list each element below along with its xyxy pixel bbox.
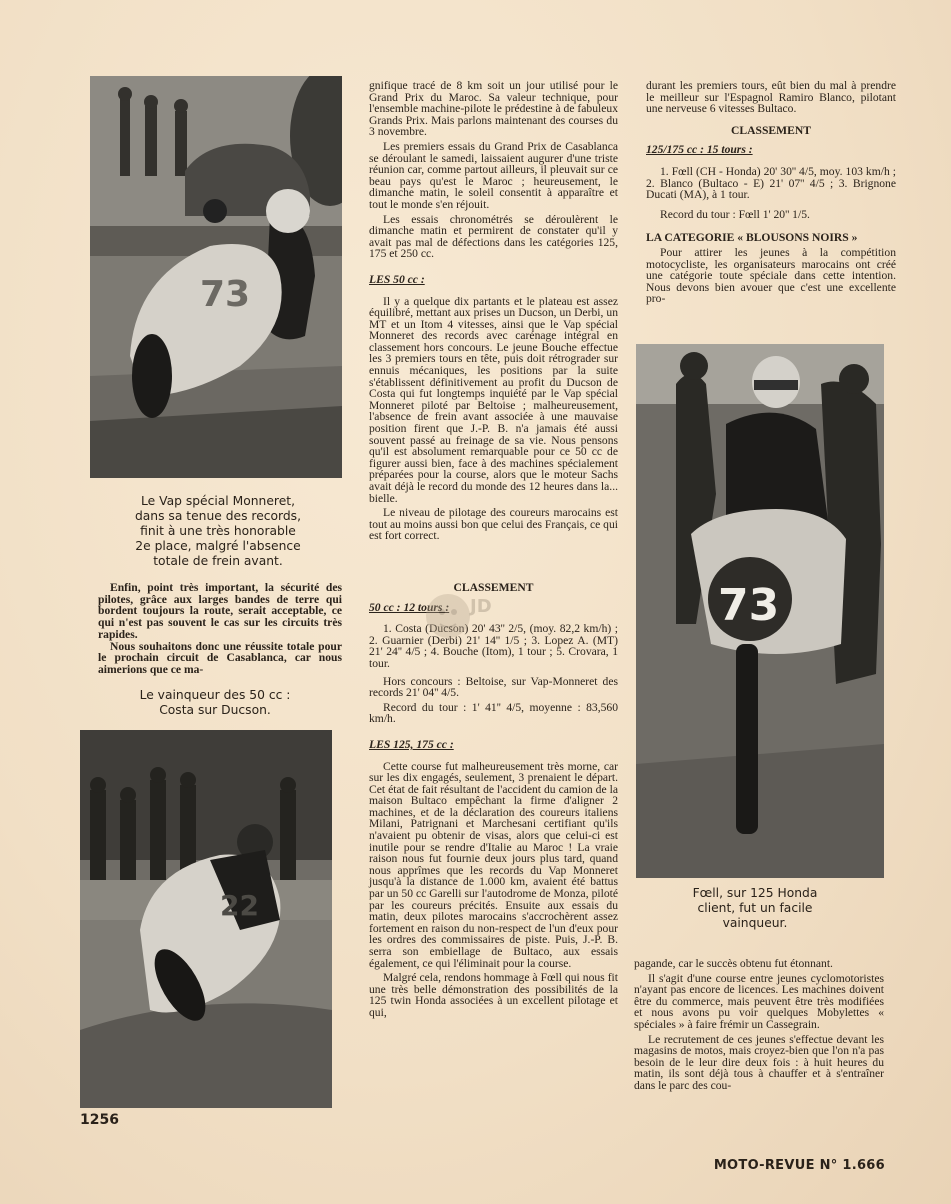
left-body-text xyxy=(98,582,342,676)
results-text: Record du tour : Fœll 1' 20'' 1/5. xyxy=(660,207,810,221)
results-text: 1. Costa (Ducson) 20' 43'' 2/5, (moy. 82,2 km/h) ; 2. Guarnier (Derbi) 21' 14'' 1/5 ; 3. Lopez A. (MT) 21' 24'' 4/5 ; 4. Bouche (Itom), 1 tour ; 5. Crovara, 1 tour. xyxy=(369,622,618,670)
photo-foell-honda xyxy=(636,344,884,878)
paragraph: durant les premiers tours, eût bien du mal à prendre le meilleur sur l'Espagnol Ramiro Blanco, pilotant une nerveuse 6 vitesses Bultaco. xyxy=(646,79,896,116)
paragraph: gnifique tracé de 8 km soit un jour utilisé pour le Grand Prix du Maroc. Sa valeur technique, pour l'ensemble machine-pilote le prédestine à de fabuleux Grands Prix. Mais parlons maintenant des courses du 3 novembre. xyxy=(369,79,618,139)
category-heading: LA CATEGORIE « BLOUSONS NOIRS » xyxy=(646,231,858,245)
caption-line: Costa sur Ducson. xyxy=(159,703,271,717)
paragraph: Nous souhaitons donc une réussite totale pour le prochain circuit de Casablanca, car nous aimerions que ce ma- xyxy=(98,639,342,676)
section-heading-50cc: LES 50 cc : xyxy=(369,272,425,286)
paragraph: Le recrutement de ces jeunes s'effectue devant les magasins de motos, mais croyez-bien que l'on n'a pas besoin de le leur dire deux fois : à huit heures du matin, ils sont déjà tous à chauffer et à s'entraîner dans le parc des cou- xyxy=(634,1032,884,1092)
paragraph: Les premiers essais du Grand Prix de Casablanca se déroulant le samedi, laissaient augurer d'une triste réunion car, comme partout ailleurs, il pleuvait sur ce beau pays qu'est le Maroc ; heureusement, le dimanche matin, le soleil consentit à apparaître et tout le monde s'en réjouit. xyxy=(369,139,618,211)
page-number: 1256 xyxy=(80,1112,119,1128)
photo1-race-number: 73 xyxy=(200,274,251,315)
caption-vap-line: 2e place, malgré l'absence xyxy=(135,539,301,553)
caption-line: Le vainqueur des 50 cc : xyxy=(139,688,291,702)
photo2-race-number: 22 xyxy=(220,889,259,922)
results-text: Record du tour : 1' 41'' 4/5, moyenne : 83,560 km/h. xyxy=(369,700,618,726)
results-text: Hors concours : Beltoise, sur Vap-Monneret des records 21' 04'' 4/5. xyxy=(369,674,618,700)
photo-costa-ducson xyxy=(80,730,332,1108)
caption-vap xyxy=(118,494,318,569)
photo-vap-monneret xyxy=(90,76,342,478)
magazine-issue: MOTO-REVUE N° 1.666 xyxy=(713,1158,885,1173)
paragraph: Malgré cela, rendons hommage à Fœll qui nous fit une très belle démonstration des possibilités de la 125 twin Honda associées à un excellent pilotage et qui, xyxy=(369,971,618,1019)
svg-text:JD: JD xyxy=(470,596,492,617)
photo3-race-number: 73 xyxy=(718,580,780,631)
caption-vap-line: dans sa tenue des records, xyxy=(134,509,302,523)
classement-heading: CLASSEMENT xyxy=(453,580,534,594)
caption-vap-line: Le Vap spécial Monneret, xyxy=(141,494,295,508)
caption-line: client, fut un facile xyxy=(697,901,813,915)
section-heading-125cc: LES 125, 175 cc : xyxy=(369,737,454,751)
paragraph: pagande, car le succès obtenu fut étonnant. xyxy=(634,957,833,970)
caption-foell xyxy=(648,886,862,931)
classement-heading: CLASSEMENT xyxy=(731,123,811,137)
watermark-stamp xyxy=(418,578,508,648)
middle-column xyxy=(369,80,618,1022)
caption-vap-line: finit à une très honorable xyxy=(140,524,296,538)
paragraph: Les essais chronométrés se déroulèrent le dimanche matin et permirent de constater qu'il y avait pas mal de défections dans les catégories 125, 175 et 250 cc. xyxy=(369,212,618,261)
paragraph: Enfin, point très important, la sécurité des pilotes, grâce aux larges bandes de terre qui bordent toujours la route, serait acceptable, ce qui n'est pas souvent le cas sur les circuits très rapides. xyxy=(98,581,342,641)
paragraph: Il y a quelque dix partants et le plateau est assez équilibré, mettant aux prises un Ducson, un Derbi, un MT et un Itom 4 vitesses, ainsi que le Vap spécial Monneret des records avec carénage intégral en classement hors concours. Le jeune Bouche effectue les 3 premiers tours en tête, puis doit rétrograder sur ennuis mécaniques, les positions par la suite s'établissent définitivement au profit du Ducson de Costa qui fut longtemps inquiété par le Vap spécial Monneret piloté par Beltoise ; malheureusement, l'absence de frein avant associée à une mauvaise position firent que J.-P. B. n'a jamais été aussi souvent passé au freinage de sa vie. Nous pensons qu'il est absolument remarquable pour ce 50 cc de figurer aussi bien, face à des machines spécialement préparées pour la course, alors que le moteur Sachs avait déjà le record du monde des 12 heures dans la... bielle. xyxy=(369,294,618,505)
caption-vainqueur-50 xyxy=(110,688,320,718)
results-text: 1. Fœll (CH - Honda) 20' 30'' 4/5, moy. 103 km/h ; 2. Blanco (Bultaco - E) 21' 07'' 4/5 ; 3. Brignone Ducati (MA), à 1 tour. xyxy=(646,164,896,202)
paragraph: Il s'agit d'une course entre jeunes cyclomotoristes n'ayant pas encore de licences. Les machines doivent être du commerce, mais peuvent être très modifiées et nous avons pu voir quelques Mobylettes « spéciales » à faire frémir un Cassegrain. xyxy=(634,971,884,1031)
right-column-bottom xyxy=(634,958,884,1095)
race-heading-50cc: 50 cc : 12 tours : xyxy=(369,600,450,614)
caption-line: Fœll, sur 125 Honda xyxy=(692,886,818,900)
right-column-top xyxy=(646,80,896,308)
paragraph: Pour attirer les jeunes à la compétition motocycliste, les organisateurs marocains ont créé une catégorie toute spéciale dans cette intention. Nous devons bien avouer que c'est une excellente pro- xyxy=(646,245,896,306)
paragraph: Le niveau de pilotage des coureurs marocains est tout au moins aussi bon que celui des Français, ce qui est fort correct. xyxy=(369,506,618,543)
caption-vap-line: totale de frein avant. xyxy=(153,554,283,568)
caption-line: vainqueur. xyxy=(722,916,788,930)
paragraph: Cette course fut malheureusement très morne, car sur les dix engagés, seulement, 3 prenaient le départ. Cet état de fait résultant de l'accident du camion de la maison Bultaco empêchant la firme d'aligner 2 machines, et de la déclaration des coureurs italiens Milani, Patrignani et Marchesani certifiant qu'ils n'avaient pu obtenir de visas, alors que celui-ci est inutile pour se rendre d'Italie au Maroc ! La vraie raison nous fut fournie deux jours plus tard, quand nous apprîmes que les records du Vap Monneret jusqu'à la distance de 1.000 km, avaient été battus par un 50 cc Garelli sur l'autodrome de Monza, piloté par les coureurs précités. Ensuite aux essais du matin, deux pilotes marocains s'accrochèrent assez fortement en raison du non-respect de l'un d'eux pour les ordres des commissaires de piste. Puis, J.-P. B. serra son embiellage de Bultaco, aux essais également, ce qui l'éliminait pour la course. xyxy=(369,759,618,970)
race-heading-125-175: 125/175 cc : 15 tours : xyxy=(646,143,753,157)
